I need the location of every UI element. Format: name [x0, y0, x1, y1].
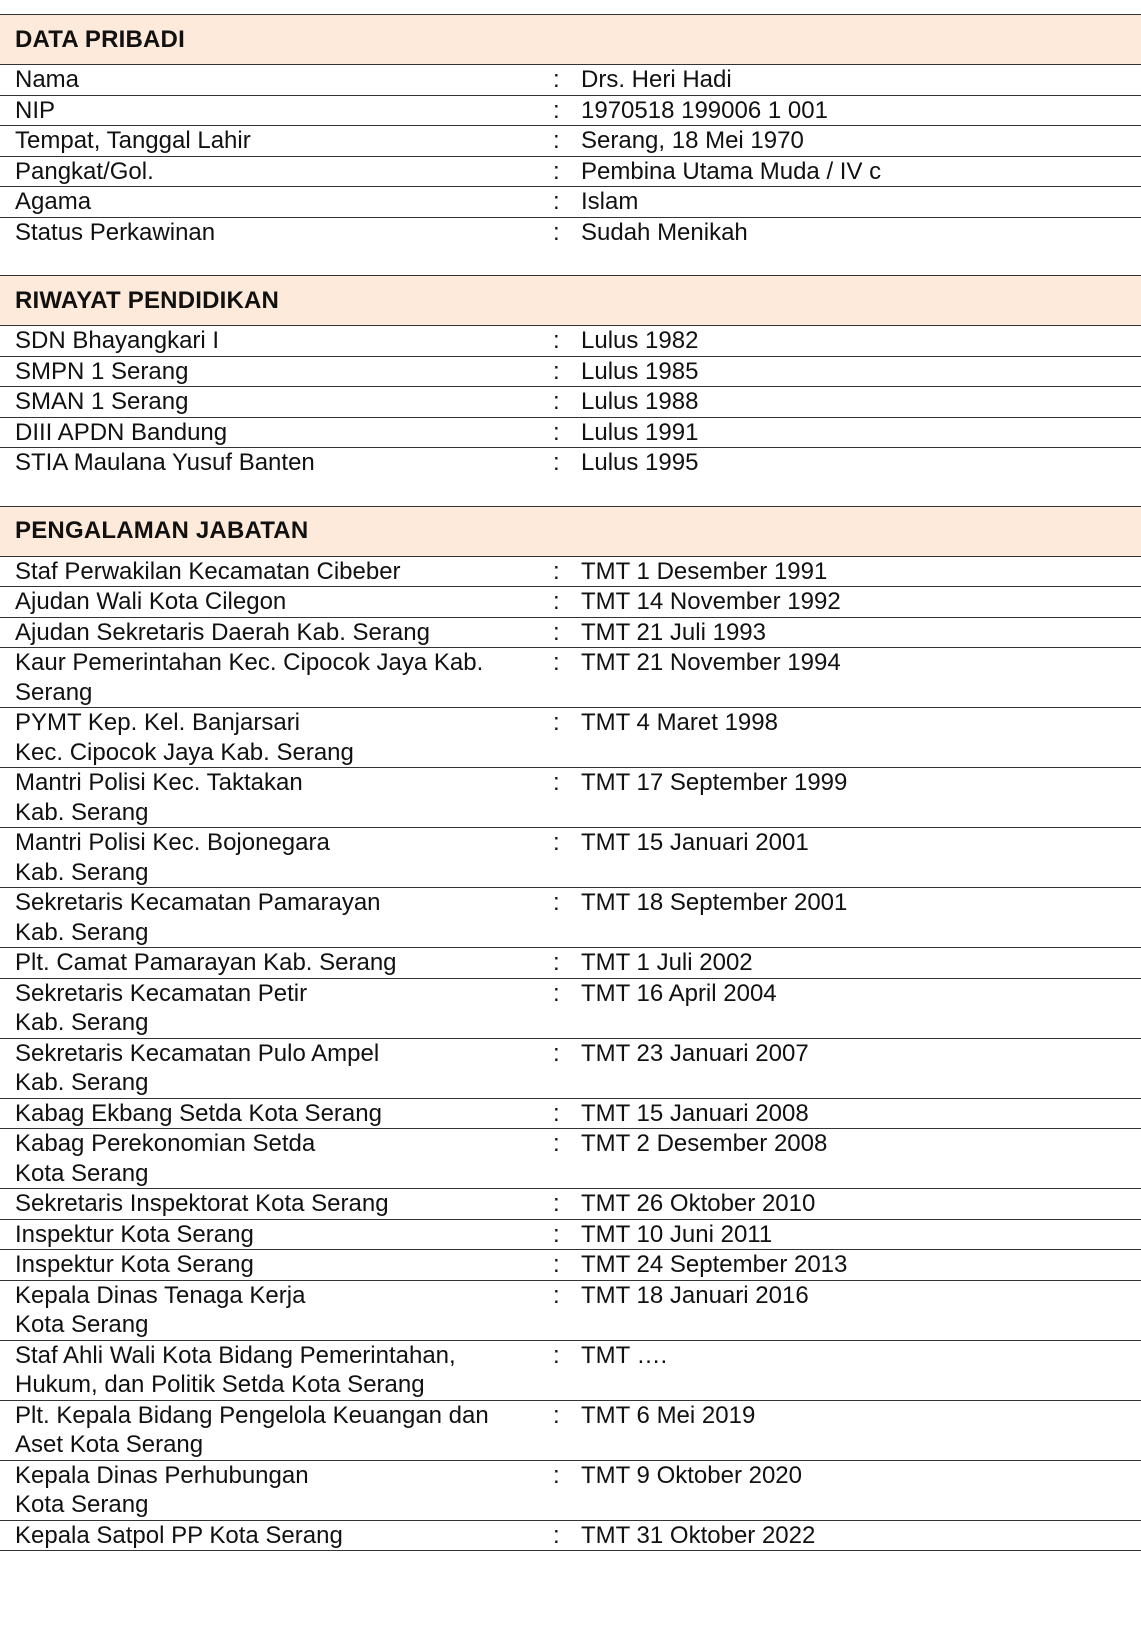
row-label: Inspektur Kota Serang — [15, 1251, 254, 1278]
row-separator: : — [553, 127, 560, 154]
table-row — [0, 948, 1141, 979]
table-row — [0, 1189, 1141, 1220]
row-separator: : — [553, 1099, 560, 1127]
row-separator: : — [553, 889, 560, 916]
row-value: TMT 26 Oktober 2010 — [581, 1190, 816, 1217]
table-row — [0, 888, 1141, 948]
row-separator: : — [553, 1281, 560, 1309]
row-value: Lulus 1982 — [581, 327, 699, 354]
row-separator: : — [553, 418, 560, 446]
section-spacer — [0, 478, 1141, 506]
table-row — [0, 1220, 1141, 1251]
row-value: Pembina Utama Muda / IV c — [581, 157, 882, 185]
row-label: Kaur Pemerintahan Kec. Cipocok Jaya Kab. Serang — [15, 649, 484, 706]
row-value: TMT 17 September 1999 — [581, 769, 848, 796]
row-separator: : — [553, 388, 560, 415]
row-label: Status Perkawinan — [15, 218, 216, 246]
row-separator: : — [553, 218, 560, 246]
table-row — [0, 648, 1141, 708]
row-label: Inspektur Kota Serang — [15, 1220, 254, 1248]
row-label: Kabag Perekonomian Setda Kota Serang — [15, 1130, 316, 1187]
row-separator: : — [553, 1039, 560, 1067]
row-label: Kabag Ekbang Setda Kota Serang — [15, 1099, 382, 1127]
table-row — [0, 157, 1141, 188]
row-value: TMT 31 Oktober 2022 — [581, 1521, 816, 1549]
table-row — [0, 187, 1141, 218]
row-label: SDN Bhayangkari I — [15, 327, 220, 354]
row-value: 1970518 199006 1 001 — [581, 96, 828, 124]
table-row — [0, 768, 1141, 828]
row-label: Sekretaris Inspektorat Kota Serang — [15, 1190, 389, 1217]
table-row — [0, 1521, 1141, 1552]
row-label: Staf Ahli Wali Kota Bidang Pemerintahan, Hukum, dan Politik Setda Kota Serang — [15, 1341, 456, 1398]
table-row — [0, 1039, 1141, 1099]
row-value: TMT 10 Juni 2011 — [581, 1220, 773, 1248]
row-value: TMT 15 Januari 2008 — [581, 1099, 809, 1127]
row-separator: : — [553, 1190, 560, 1217]
row-value: Lulus 1995 — [581, 449, 699, 476]
table-row — [0, 1341, 1141, 1401]
row-separator: : — [553, 557, 560, 585]
row-value: Lulus 1988 — [581, 388, 699, 415]
row-value: Drs. Heri Hadi — [581, 66, 732, 93]
row-separator: : — [553, 829, 560, 856]
table-row — [0, 1461, 1141, 1521]
row-value: TMT 21 Juli 1993 — [581, 618, 766, 646]
section-rows — [0, 557, 1141, 1552]
row-separator: : — [553, 1521, 560, 1549]
row-value: Lulus 1991 — [581, 418, 699, 446]
section-rows — [0, 65, 1141, 247]
row-separator: : — [553, 1220, 560, 1248]
table-row — [0, 326, 1141, 357]
row-value: TMT 1 Juli 2002 — [581, 949, 753, 976]
row-label: Plt. Kepala Bidang Pengelola Keuangan dan Aset Kota Serang — [15, 1401, 489, 1458]
row-separator: : — [553, 649, 560, 676]
row-label: Tempat, Tanggal Lahir — [15, 127, 251, 154]
table-row — [0, 979, 1141, 1039]
row-separator: : — [553, 157, 560, 185]
row-label: Kepala Dinas Perhubungan Kota Serang — [15, 1461, 309, 1518]
row-separator: : — [553, 66, 560, 93]
row-value: TMT 1 Desember 1991 — [581, 557, 828, 585]
row-separator: : — [553, 618, 560, 646]
table-row — [0, 1129, 1141, 1189]
row-value: TMT 23 Januari 2007 — [581, 1039, 809, 1067]
row-value: TMT 16 April 2004 — [581, 979, 777, 1007]
row-label: Ajudan Sekretaris Daerah Kab. Serang — [15, 618, 430, 646]
row-label: SMAN 1 Serang — [15, 388, 189, 415]
row-value: Lulus 1985 — [581, 357, 699, 385]
row-separator: : — [553, 979, 560, 1007]
row-separator: : — [553, 709, 560, 736]
row-label: Staf Perwakilan Kecamatan Cibeber — [15, 557, 401, 585]
table-row — [0, 448, 1141, 478]
section-header: DATA PRIBADI — [0, 14, 1141, 65]
row-separator: : — [553, 588, 560, 615]
row-value: TMT 4 Maret 1998 — [581, 709, 778, 736]
row-separator: : — [553, 1401, 560, 1429]
row-label: SMPN 1 Serang — [15, 357, 189, 385]
row-value: TMT 15 Januari 2001 — [581, 829, 809, 856]
table-row — [0, 418, 1141, 449]
section-spacer — [0, 247, 1141, 275]
row-label: NIP — [15, 96, 56, 124]
table-row — [0, 357, 1141, 388]
table-row — [0, 828, 1141, 888]
row-value: TMT 18 Januari 2016 — [581, 1281, 809, 1309]
row-separator: : — [553, 327, 560, 354]
table-row — [0, 1250, 1141, 1281]
row-label: Mantri Polisi Kec. Bojonegara Kab. Serang — [15, 829, 330, 886]
section-header: RIWAYAT PENDIDIKAN — [0, 275, 1141, 326]
row-separator: : — [553, 769, 560, 796]
row-label: Mantri Polisi Kec. Taktakan Kab. Serang — [15, 769, 303, 826]
row-value: Sudah Menikah — [581, 218, 748, 246]
table-row — [0, 1281, 1141, 1341]
row-label: Agama — [15, 188, 92, 215]
table-row — [0, 218, 1141, 248]
row-value: TMT 14 November 1992 — [581, 588, 841, 615]
section-riwayat-pendidikan — [0, 275, 1141, 478]
table-row — [0, 96, 1141, 127]
table-row — [0, 557, 1141, 588]
row-separator: : — [553, 1251, 560, 1278]
row-label: Kepala Satpol PP Kota Serang — [15, 1521, 343, 1549]
section-pengalaman-jabatan — [0, 506, 1141, 1552]
row-value: TMT 6 Mei 2019 — [581, 1401, 756, 1429]
row-value: TMT 2 Desember 2008 — [581, 1130, 828, 1157]
row-label: PYMT Kep. Kel. Banjarsari Kec. Cipocok Jaya Kab. Serang — [15, 709, 354, 766]
row-label: Pangkat/Gol. — [15, 157, 154, 185]
section-header: PENGALAMAN JABATAN — [0, 506, 1141, 557]
row-separator: : — [553, 188, 560, 215]
row-value: TMT 9 Oktober 2020 — [581, 1461, 802, 1489]
row-value: TMT 24 September 2013 — [581, 1251, 848, 1278]
table-row — [0, 708, 1141, 768]
row-label: Kepala Dinas Tenaga Kerja Kota Serang — [15, 1281, 306, 1338]
table-row — [0, 618, 1141, 649]
row-label: DIII APDN Bandung — [15, 418, 228, 446]
table-row — [0, 1099, 1141, 1130]
row-label: Sekretaris Kecamatan Pulo Ampel Kab. Serang — [15, 1039, 380, 1096]
row-separator: : — [553, 357, 560, 385]
row-value: TMT 21 November 1994 — [581, 649, 841, 676]
row-value: Serang, 18 Mei 1970 — [581, 127, 804, 154]
row-value: TMT …. — [581, 1341, 668, 1369]
row-value: TMT 18 September 2001 — [581, 889, 848, 916]
section-rows — [0, 326, 1141, 478]
row-label: Sekretaris Kecamatan Petir Kab. Serang — [15, 979, 308, 1036]
table-row — [0, 587, 1141, 618]
row-value: Islam — [581, 188, 639, 215]
row-separator: : — [553, 1341, 560, 1369]
row-separator: : — [553, 949, 560, 976]
table-row — [0, 126, 1141, 157]
section-data-pribadi — [0, 14, 1141, 247]
row-separator: : — [553, 1461, 560, 1489]
row-label: STIA Maulana Yusuf Banten — [15, 449, 315, 476]
row-separator: : — [553, 96, 560, 124]
row-separator: : — [553, 1130, 560, 1157]
row-label: Ajudan Wali Kota Cilegon — [15, 588, 287, 615]
table-row — [0, 65, 1141, 96]
row-separator: : — [553, 449, 560, 476]
row-label: Sekretaris Kecamatan Pamarayan Kab. Serang — [15, 889, 381, 946]
row-label: Plt. Camat Pamarayan Kab. Serang — [15, 949, 397, 976]
table-row — [0, 1401, 1141, 1461]
table-row — [0, 387, 1141, 418]
row-label: Nama — [15, 66, 80, 93]
